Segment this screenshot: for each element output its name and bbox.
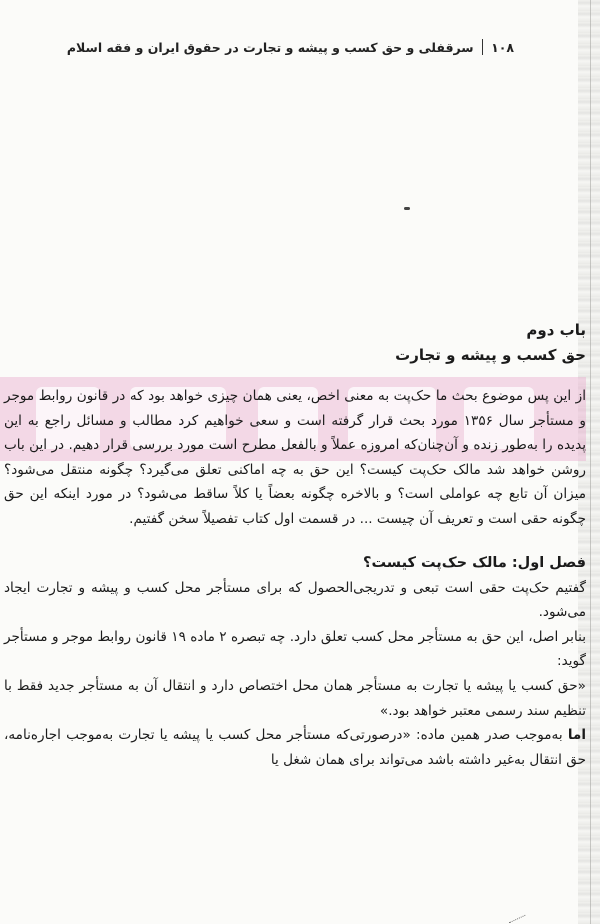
section-paragraph-3	[4, 723, 586, 772]
page-number: ۱۰۸	[491, 39, 514, 55]
chapter-title: حق کسب و پیشه و تجارت	[395, 346, 586, 364]
running-title: سرقفلی و حق کسب و پیشه و تجارت در حقوق ایران و فقه اسلام	[66, 39, 474, 55]
section-heading: فصل اول: مالک حک‌پت کیست؟	[363, 554, 586, 571]
chapter-label: باب دوم	[526, 321, 586, 339]
running-header	[60, 36, 514, 58]
corner-scribble	[505, 906, 526, 924]
paragraph-lead-word: اما	[567, 727, 586, 744]
stray-ink-mark	[404, 207, 410, 210]
intro-paragraph: از این پس موضوع بحث ما حک‌پت به معنی اخص، یعنی همان چیزی خواهد بود که در قانون روابط موجر و مستأجر سال ۱۳۵۶ مورد بحث قرار گرفته است و سعی خواهیم کرد مطالب و مسائل راجع به این پدیده را به‌طور زنده و آن‌چنان‌که امروزه عملاً و بالفعل مطرح است مورد بررسی قرار دهیم. در این باب روشن خواهد شد مالک حک‌پت کیست؟ این حق به چه اماکنی تعلق می‌گیرد؟ چگونه منتقل می‌شود؟ میزان آن تابع چه عواملی است؟ و بالاخره چگونه بعضاً یا کلاً ساقط می‌شود؟ در مورد اینکه این حق چگونه حقی است و تعریف آن چیست ... در قسمت اول کتاب تفصیلاً سخن گفتیم.	[4, 388, 586, 527]
section-paragraph-1: گفتیم حک‌پت حقی است تبعی و تدریجی‌الحصول که برای مستأجر محل کسب و پیشه و تجارت ایجاد می‌شود.	[4, 579, 586, 621]
header-separator	[482, 39, 484, 55]
page-body	[4, 318, 586, 772]
section-paragraph-2: بنابر اصل، این حق به مستأجر محل کسب تعلق دارد. چه تبصره ۲ ماده ۱۹ قانون روابط موجر و مستأجر گوید:	[4, 628, 586, 670]
scan-binding-line	[590, 0, 591, 924]
law-quote: «حق کسب یا پیشه یا تجارت به مستأجر همان محل اختصاص دارد و انتقال آن به مستأجر جدید فقط با تنظیم سند رسمی معتبر خواهد بود.»	[4, 677, 586, 719]
paragraph-3-text: به‌موجب صدر همین ماده: «درصورتی‌که مستأجر محل کسب یا پیشه یا تجارت به‌موجب اجاره‌نامه، حق انتقال به‌غیر داشته باشد می‌تواند برای همان شغل یا	[4, 727, 586, 768]
